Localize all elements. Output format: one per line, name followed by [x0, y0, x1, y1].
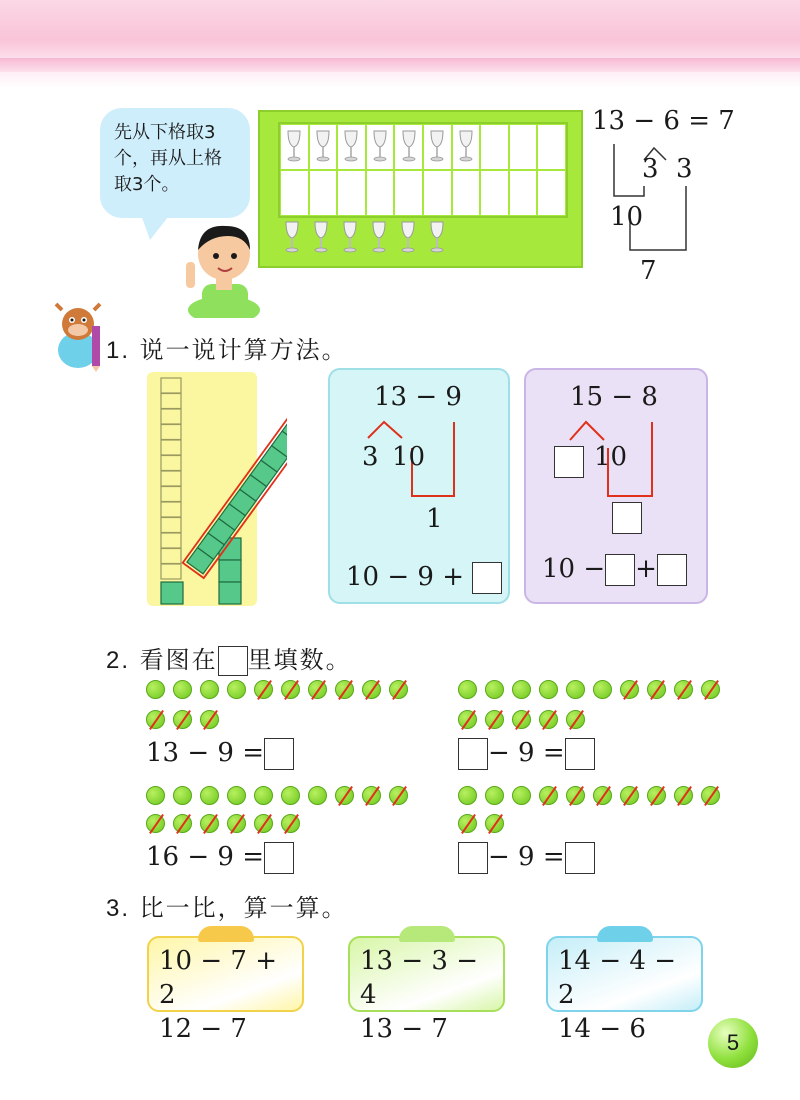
dot-icon — [173, 786, 192, 805]
panel-a-bottom-text: 10 − 9 + — [346, 562, 464, 592]
dot-icon — [281, 786, 300, 805]
crossed-dot-icon — [254, 680, 273, 699]
dot-icon — [512, 786, 531, 805]
section1-number: 1. — [106, 337, 131, 364]
crossed-dot-icon — [458, 814, 477, 833]
method-panel-13-9 — [328, 368, 510, 604]
crossed-dot-icon — [146, 814, 165, 833]
crossed-dot-icon — [701, 680, 720, 699]
wine-glass-icon — [315, 129, 331, 167]
panel-a-expr: 13 − 9 — [374, 382, 462, 412]
grid-cell — [280, 124, 309, 170]
wine-glass-icon — [458, 129, 474, 167]
wine-glass-icon — [371, 220, 390, 258]
empty-cube — [161, 549, 181, 564]
eq3-text: − 9 = — [488, 738, 565, 768]
empty-cube — [161, 518, 181, 533]
card1-line2: 12 − 7 — [159, 1014, 247, 1044]
empty-cube — [161, 533, 181, 548]
answer-box[interactable] — [458, 842, 488, 874]
dots-group-3-row1 — [146, 786, 408, 805]
speech-bubble — [100, 108, 250, 218]
grid-cell — [480, 170, 509, 216]
wine-glass-icon — [372, 129, 388, 167]
crossed-dot-icon — [674, 680, 693, 699]
grid-cell — [452, 170, 481, 216]
dots-group-1-row2 — [146, 710, 219, 729]
lower-cups — [284, 220, 448, 258]
answer-box[interactable] — [565, 842, 595, 874]
crossed-dot-icon — [389, 786, 408, 805]
compare-card-1 — [147, 936, 304, 1044]
empty-cube — [161, 394, 181, 409]
exercise-blank-9-a — [458, 738, 595, 770]
eq1-text: 13 − 9 = — [146, 738, 264, 768]
card-tab — [198, 926, 254, 942]
dot-icon — [227, 786, 246, 805]
green-cube — [219, 560, 241, 582]
grid-cell — [509, 170, 538, 216]
cup-grid-panel — [258, 110, 583, 268]
dot-icon — [485, 786, 504, 805]
wine-glass-icon — [429, 129, 445, 167]
panel-b-right: 10 — [594, 442, 628, 472]
section1-heading — [106, 330, 348, 365]
bubble-text: 先从下格取3个，再从上格取3个。 — [114, 122, 222, 195]
card2-line1: 13 − 3 − 4 — [360, 946, 478, 1010]
crossed-dot-icon — [362, 786, 381, 805]
grid-cell — [309, 170, 338, 216]
crossed-dot-icon — [458, 710, 477, 729]
empty-cube — [161, 471, 181, 486]
crossed-dot-icon — [281, 680, 300, 699]
ten-frame-grid — [278, 122, 568, 218]
speech-bubble-tail — [140, 212, 172, 240]
dot-icon — [593, 680, 612, 699]
exercise-blank-9-b — [458, 842, 595, 874]
dot-icon — [566, 680, 585, 699]
grid-cell — [452, 124, 481, 170]
crossed-dot-icon — [512, 710, 531, 729]
eq4-text: − 9 = — [488, 842, 565, 872]
header-stripe — [0, 58, 800, 72]
wine-glass-icon — [429, 220, 448, 258]
answer-box[interactable] — [264, 842, 294, 874]
crossed-dot-icon — [146, 710, 165, 729]
card2-line2: 13 − 7 — [360, 1014, 448, 1044]
dot-icon — [227, 680, 246, 699]
card1-line1: 10 − 7 + 2 — [159, 946, 277, 1010]
dot-icon — [485, 680, 504, 699]
panel-b-bottom-a: 10 − — [542, 554, 606, 584]
grid-cell — [537, 124, 566, 170]
answer-box[interactable] — [264, 738, 294, 770]
dots-group-3-row2 — [146, 814, 300, 833]
empty-cube — [161, 378, 181, 393]
section3-heading — [106, 888, 348, 923]
number-blocks-illustration — [147, 372, 287, 612]
wine-glass-icon — [286, 129, 302, 167]
card3-line2: 14 − 6 — [558, 1014, 646, 1044]
section2-heading — [106, 640, 352, 676]
empty-cube — [161, 425, 181, 440]
grid-cell — [423, 170, 452, 216]
cow-mascot-icon — [52, 300, 108, 372]
split-b: 3 — [676, 154, 693, 184]
grid-cell — [423, 124, 452, 170]
boy-illustration — [180, 218, 262, 318]
card-tab — [399, 926, 455, 942]
dot-icon — [173, 680, 192, 699]
dot-icon — [512, 680, 531, 699]
crossed-dot-icon — [173, 814, 192, 833]
grid-cell — [509, 124, 538, 170]
crossed-dot-icon — [647, 786, 666, 805]
crossed-dot-icon — [281, 814, 300, 833]
crossed-dot-icon — [593, 786, 612, 805]
crossed-dot-icon — [566, 710, 585, 729]
crossed-dot-icon — [674, 786, 693, 805]
dots-group-2-row1 — [458, 680, 720, 699]
wine-glass-icon — [401, 129, 417, 167]
dots-group-4-row2 — [458, 814, 504, 833]
card-tab — [597, 926, 653, 942]
green-cube — [219, 582, 241, 604]
section3-title: 比一比，算一算。 — [139, 894, 348, 922]
method-panel-15-8 — [524, 368, 708, 604]
section2-number: 2. — [106, 647, 131, 674]
grid-cell — [480, 124, 509, 170]
dot-icon — [539, 680, 558, 699]
panel-a-right: 10 — [392, 442, 426, 472]
empty-cube — [161, 440, 181, 455]
crossed-dot-icon — [362, 680, 381, 699]
crossed-dot-icon — [539, 786, 558, 805]
dots-group-2-row2 — [458, 710, 585, 729]
panel-b-bottom — [542, 554, 687, 586]
crossed-dot-icon — [308, 680, 327, 699]
dot-icon — [308, 786, 327, 805]
crossed-dot-icon — [539, 710, 558, 729]
answer-box[interactable] — [458, 738, 488, 770]
crossed-dot-icon — [200, 710, 219, 729]
crossed-dot-icon — [389, 680, 408, 699]
empty-cube — [161, 564, 181, 579]
answer-box[interactable] — [605, 554, 635, 586]
page-number: 5 — [708, 1018, 758, 1068]
header-band — [0, 0, 800, 88]
dot-icon — [458, 680, 477, 699]
panel-b-bottom-b: + — [635, 554, 657, 584]
wine-glass-icon — [284, 220, 303, 258]
dot-icon — [200, 680, 219, 699]
crossed-dot-icon — [647, 680, 666, 699]
crossed-dot-icon — [254, 814, 273, 833]
crossed-dot-icon — [485, 710, 504, 729]
empty-cube — [161, 502, 181, 517]
dot-icon — [146, 680, 165, 699]
crossed-dot-icon — [335, 680, 354, 699]
empty-cube — [161, 409, 181, 424]
split-diagram-lines — [590, 140, 740, 260]
result-label: 7 — [640, 256, 657, 286]
crossed-dot-icon — [566, 786, 585, 805]
wine-glass-icon — [342, 220, 361, 258]
crossed-dot-icon — [335, 786, 354, 805]
dot-icon — [458, 786, 477, 805]
grid-cell — [537, 170, 566, 216]
grid-cell — [309, 124, 338, 170]
green-cube — [161, 582, 183, 604]
grid-cell — [366, 170, 395, 216]
section3-number: 3. — [106, 895, 131, 922]
crossed-dot-icon — [620, 680, 639, 699]
compare-card-3 — [546, 936, 703, 1044]
split-a: 3 — [642, 154, 659, 184]
exercise-13-9 — [146, 738, 294, 770]
crossed-dot-icon — [227, 814, 246, 833]
dots-group-4-row1 — [458, 786, 720, 805]
crossed-dot-icon — [173, 710, 192, 729]
crossed-dot-icon — [485, 814, 504, 833]
empty-cube — [161, 487, 181, 502]
wine-glass-icon — [400, 220, 419, 258]
grid-cell — [366, 124, 395, 170]
dot-icon — [200, 786, 219, 805]
panel-a-bottom — [346, 562, 502, 594]
main-equation: 13 − 6 = 7 — [592, 106, 735, 136]
answer-box[interactable] — [612, 502, 642, 534]
section2-title-b: 里填数。 — [247, 646, 352, 674]
compare-card-2 — [348, 936, 505, 1044]
eq2-text: 16 − 9 = — [146, 842, 264, 872]
panel-a-partial: 1 — [426, 504, 443, 534]
dot-icon — [254, 786, 273, 805]
dots-group-1-row1 — [146, 680, 408, 699]
exercise-16-9 — [146, 842, 294, 874]
wine-glass-icon — [343, 129, 359, 167]
section2-title-a: 看图在 — [139, 646, 218, 674]
panel-a-left: 3 — [362, 442, 379, 472]
ten-label: 10 — [610, 202, 644, 232]
crossed-dot-icon — [200, 814, 219, 833]
answer-box[interactable] — [657, 554, 687, 586]
section1-title: 说一说计算方法。 — [139, 336, 348, 364]
empty-cube — [161, 456, 181, 471]
panel-b-expr: 15 − 8 — [570, 382, 658, 412]
grid-cell — [280, 170, 309, 216]
crossed-dot-icon — [701, 786, 720, 805]
crossed-dot-icon — [620, 786, 639, 805]
inline-box-icon — [218, 646, 248, 676]
card3-line1: 14 − 4 − 2 — [558, 946, 676, 1010]
answer-box[interactable] — [472, 562, 502, 594]
grid-cell — [337, 124, 366, 170]
answer-box[interactable] — [554, 446, 584, 478]
grid-cell — [337, 170, 366, 216]
grid-cell — [394, 170, 423, 216]
wine-glass-icon — [313, 220, 332, 258]
dot-icon — [146, 786, 165, 805]
answer-box[interactable] — [565, 738, 595, 770]
grid-cell — [394, 124, 423, 170]
